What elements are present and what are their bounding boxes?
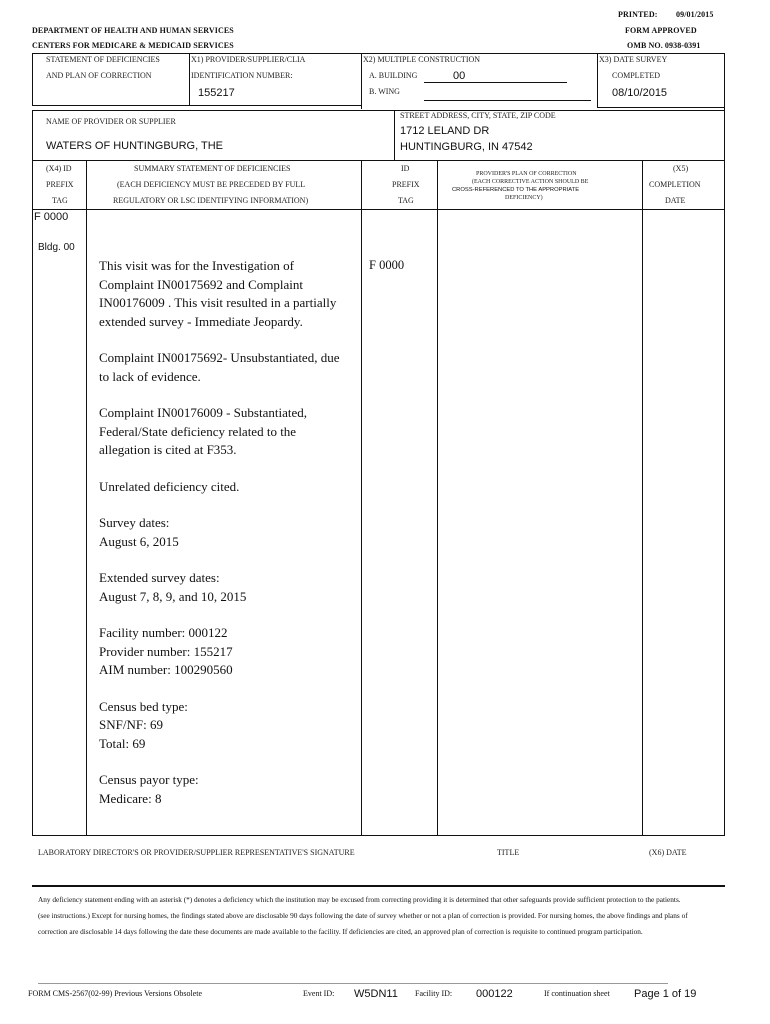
plan-header-1: PROVIDER'S PLAN OF CORRECTION xyxy=(476,171,577,177)
building-value: 00 xyxy=(453,70,466,82)
left-prefix-tag: F 0000 xyxy=(34,211,69,223)
building-label: A. BUILDING xyxy=(369,71,418,80)
deficiency-summary xyxy=(99,257,347,826)
x1-label-1: X1) PROVIDER/SUPPLIER/CLIA xyxy=(191,55,306,64)
id-header-1: ID xyxy=(401,164,410,173)
provider-id-value: 155217 xyxy=(198,87,235,99)
statement-label-2: AND PLAN OF CORRECTION xyxy=(46,71,152,80)
continuation-label: If continuation sheet xyxy=(544,989,610,998)
x6-date-label: (X6) DATE xyxy=(649,848,687,857)
summary-paragraph: Unrelated deficiency cited. xyxy=(99,478,240,494)
x5-header-1: (X5) xyxy=(673,164,689,173)
summary-paragraph: Facility number: 000122 Provider number: 155217 AIM number: 100290560 xyxy=(99,625,233,677)
signature-label: LABORATORY DIRECTOR'S OR PROVIDER/SUPPLIER REPRESENTATIVE'S SIGNATURE xyxy=(38,848,355,857)
x5-header-3: DATE xyxy=(665,196,686,205)
disclosure-notice: Any deficiency statement ending with an asterisk (*) denotes a deficiency which the institution may be excused from correcting providing it is determined that other safeguards provide sufficient protection to the patients. (see instructions.) Except for nursing homes, the findings stated above are disclosable 90 days following the date of survey whether or not a plan of correction is provided. For nursing homes, the above findings and plans of correction are disclosable 14 days following the date these documents are made available to the facility. If deficiencies are cited, an approved plan of correction is requisite to continued program participation. xyxy=(38,895,688,936)
statement-label-1: STATEMENT OF DEFICIENCIES xyxy=(46,55,160,64)
event-id-value: W5DN11 xyxy=(354,988,398,1000)
summary-paragraph: Census payor type: Medicare: 8 xyxy=(99,772,199,806)
x4-header-3: TAG xyxy=(52,196,68,205)
right-prefix-tag: F 0000 xyxy=(369,258,405,272)
building-tag: Bldg. 00 xyxy=(38,242,75,253)
printed-label: PRINTED: xyxy=(618,10,658,19)
survey-date-value: 08/10/2015 xyxy=(612,87,668,99)
summary-paragraph: Complaint IN00176009 - Substantiated, Federal/State deficiency related to the allegation is cited at F353. xyxy=(99,405,307,457)
summary-header-1: SUMMARY STATEMENT OF DEFICIENCIES xyxy=(134,164,291,173)
event-id-label: Event ID: xyxy=(303,989,335,998)
department-title: DEPARTMENT OF HEALTH AND HUMAN SERVICES xyxy=(32,26,234,35)
centers-title: CENTERS FOR MEDICARE & MEDICAID SERVICES xyxy=(32,41,234,50)
form-approved: FORM APPROVED xyxy=(625,26,697,35)
summary-paragraph: Census bed type: SNF/NF: 69 Total: 69 xyxy=(99,698,188,751)
form-number: FORM CMS-2567(02-99) Previous Versions Obsolete xyxy=(28,989,203,998)
address-label: STREET ADDRESS, CITY, STATE, ZIP CODE xyxy=(400,111,556,120)
address-line-1: 1712 LELAND DR xyxy=(400,125,490,137)
summary-paragraph: Extended survey dates: August 7, 8, 9, and 10, 2015 xyxy=(99,570,247,604)
printed-date: 09/01/2015 xyxy=(676,10,714,19)
summary-header-2: (EACH DEFICIENCY MUST BE PRECEDED BY FULL xyxy=(117,180,306,189)
id-header-2: PREFIX xyxy=(392,180,420,189)
facility-id-label: Facility ID: xyxy=(415,989,453,998)
summary-paragraph: Survey dates: August 6, 2015 xyxy=(99,515,179,549)
plan-header-4: DEFICIENCY) xyxy=(505,195,543,201)
title-label: TITLE xyxy=(497,848,520,857)
address-line-2: HUNTINGBURG, IN 47542 xyxy=(400,141,533,153)
plan-header-3: CROSS-REFERENCED TO THE APPROPRIATE xyxy=(452,187,580,193)
provider-name-value: WATERS OF HUNTINGBURG, THE xyxy=(46,140,224,152)
wing-label: B. WING xyxy=(369,87,400,96)
x4-header-2: PREFIX xyxy=(46,180,74,189)
x3-label-1: X3) DATE SURVEY xyxy=(599,55,668,64)
summary-paragraph: This visit was for the Investigation of Complaint IN00175692 and Complaint IN00176009 . This visit resulted in a partially extended survey - Immediate Jeopardy. xyxy=(99,258,337,329)
summary-header-3: REGULATORY OR LSC IDENTIFYING INFORMATION) xyxy=(113,196,309,205)
summary-paragraph: Complaint IN00175692- Unsubstantiated, due to lack of evidence. xyxy=(99,350,340,384)
page-number: Page 1 of 19 xyxy=(634,988,697,1000)
id-header-3: TAG xyxy=(398,196,414,205)
x3-label-2: COMPLETED xyxy=(612,71,660,80)
provider-name-label: NAME OF PROVIDER OR SUPPLIER xyxy=(46,117,176,126)
facility-id-value: 000122 xyxy=(476,988,513,1000)
x5-header-2: COMPLETION xyxy=(649,180,701,189)
x2-label: X2) MULTIPLE CONSTRUCTION xyxy=(363,55,481,64)
omb-number: OMB NO. 0938-0391 xyxy=(627,41,701,50)
x4-header-1: (X4) ID xyxy=(46,164,72,173)
plan-header-2: (EACH CORRECTIVE ACTION SHOULD BE xyxy=(472,179,589,185)
x1-label-2: IDENTIFICATION NUMBER: xyxy=(191,71,293,80)
